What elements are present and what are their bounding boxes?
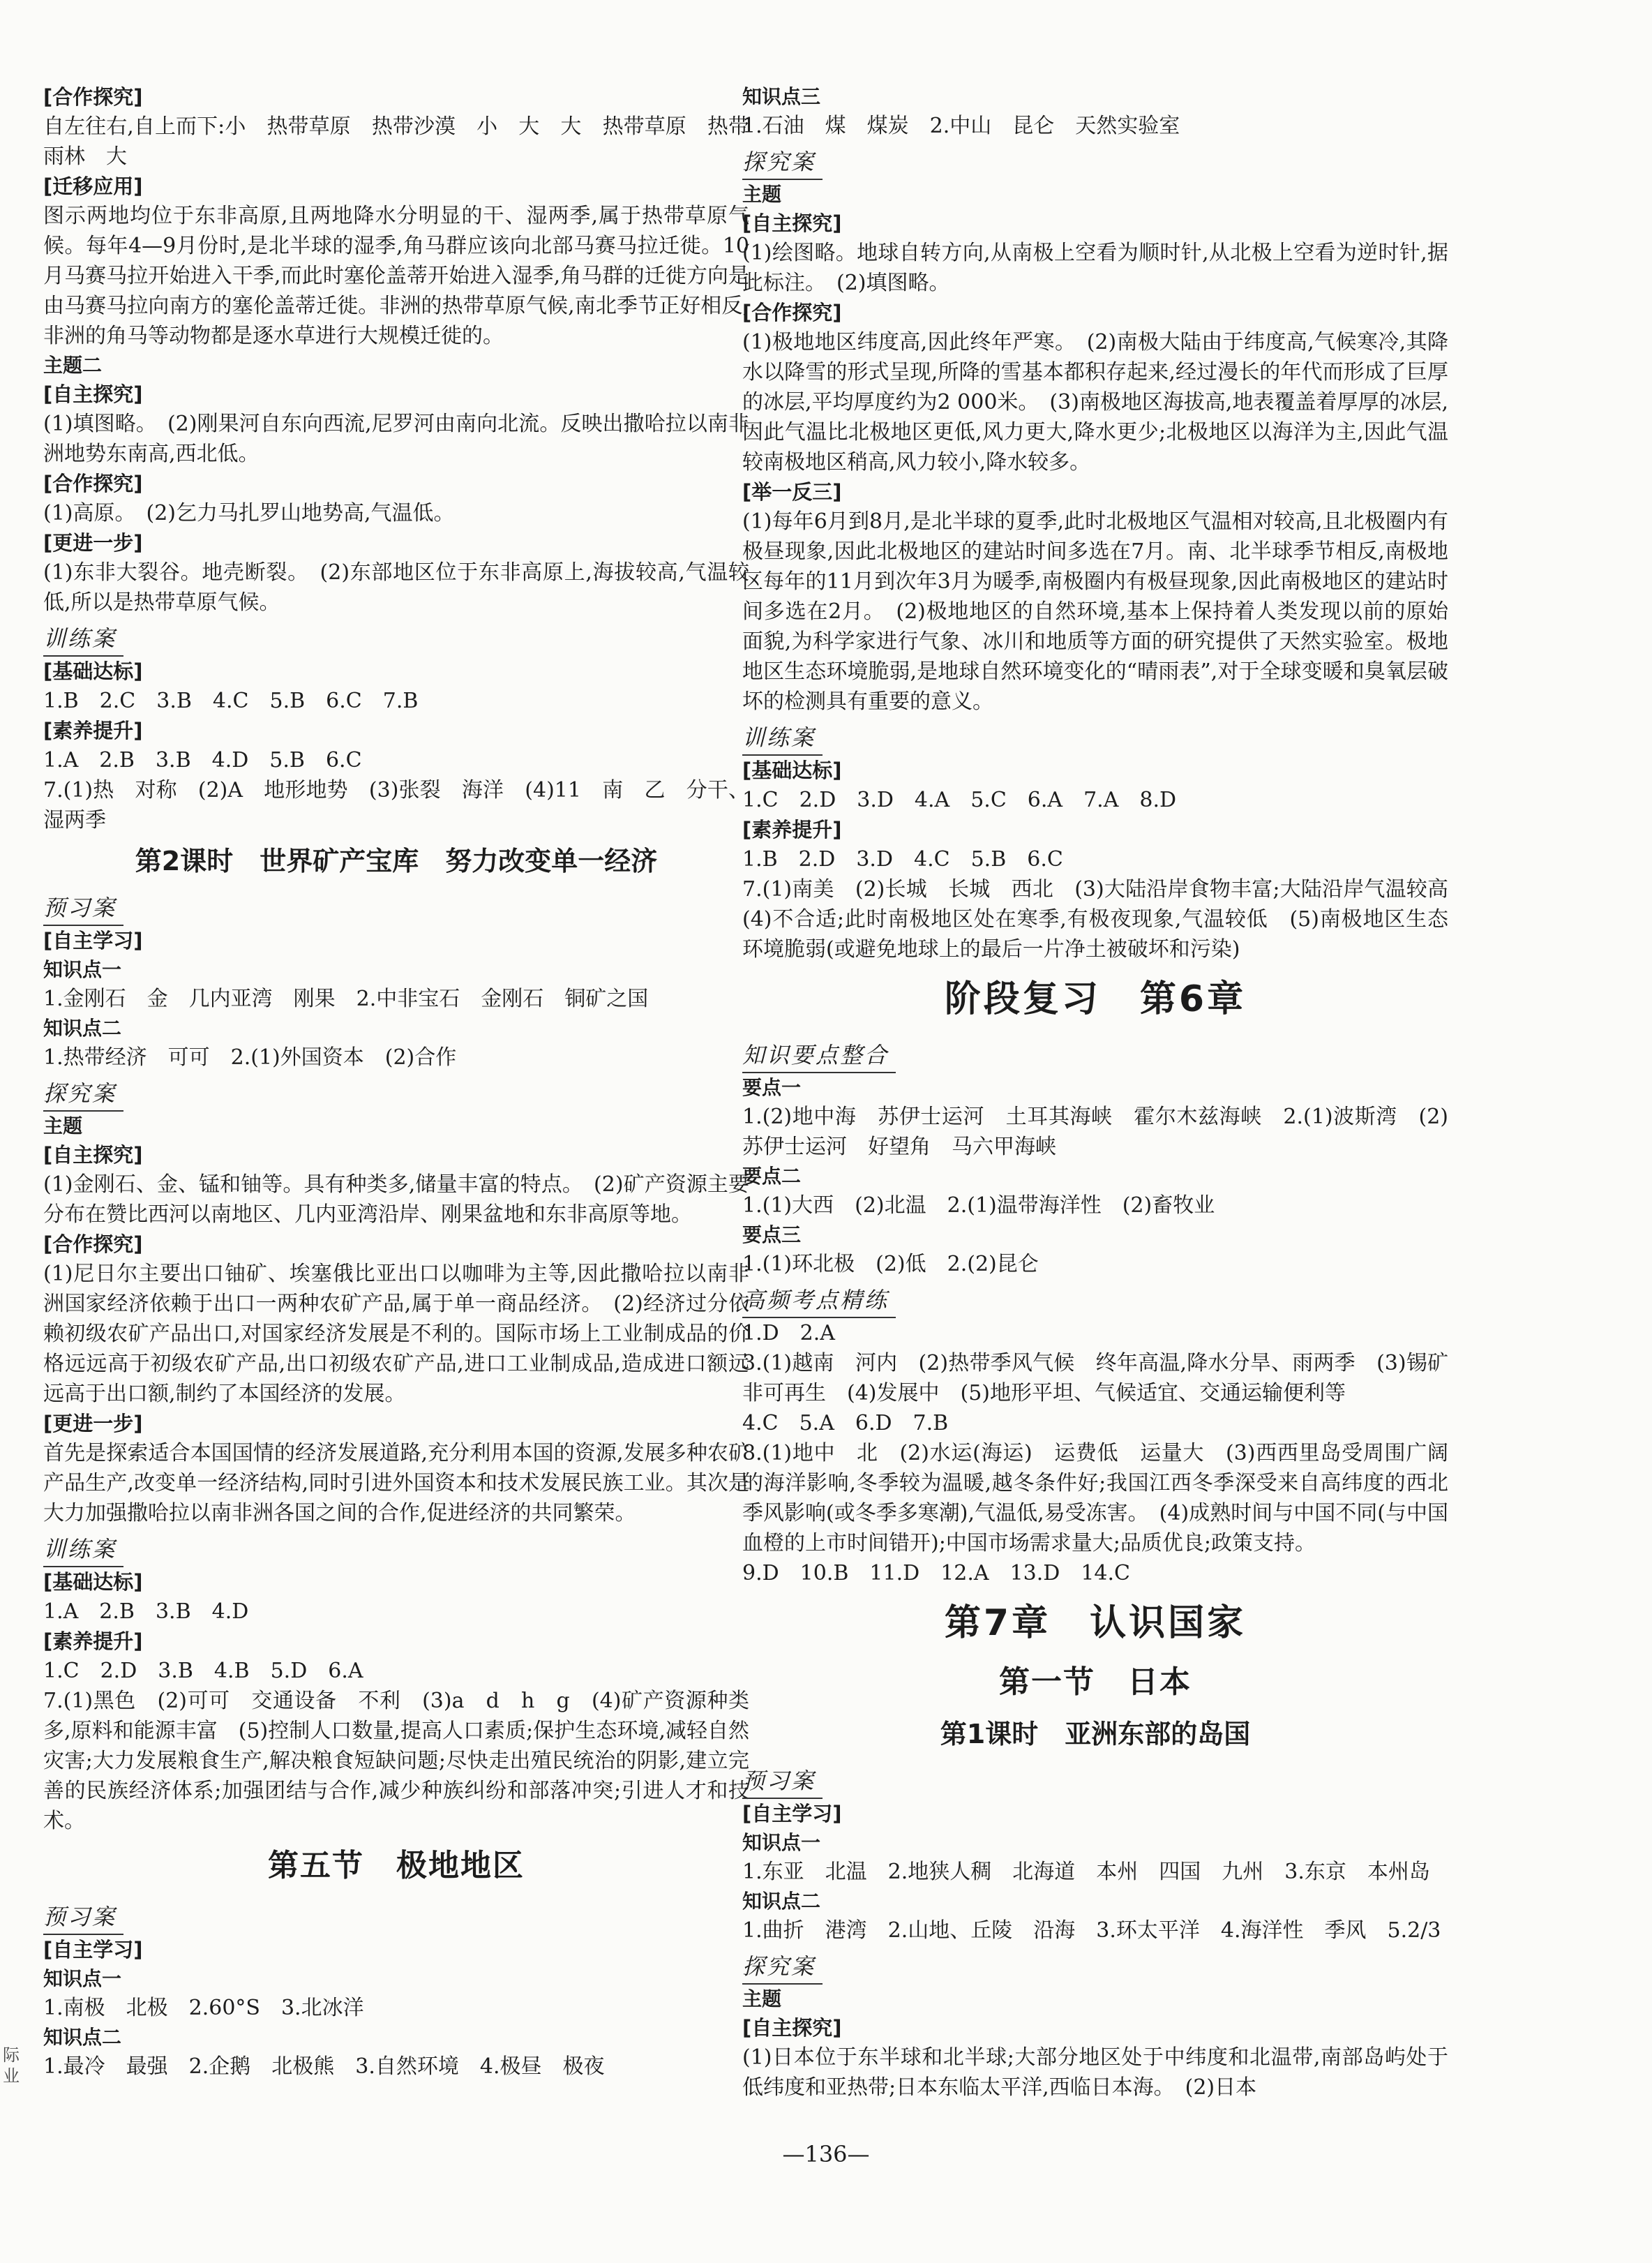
paragraph: 9.D 10.B 11.D 12.A 13.D 14.C [742,1561,1130,1585]
section-label: [举一反三] [742,480,842,504]
subheading: 要点二 [742,1165,802,1188]
section-label: [自主学习] [742,1802,842,1825]
paragraph: 7.(1)热 对称 (2)A 地形地势 (3)张裂 海洋 (4)11 南 乙 分干、湿两季 [43,778,749,832]
section-label: [自主学习] [43,1938,143,1962]
paragraph: 1.(1)环北极 (2)低 2.(2)昆仑 [742,1252,1039,1276]
page-number: —136— [782,2141,870,2167]
paragraph: (1)绘图略。地球自转方向,从南极上空看为顺时针,从北极上空看为逆时针,据此标注。 (2)填图略。 [742,241,1448,295]
handwritten-heading: 高频考点精练 [742,1283,896,1318]
handwritten-heading: 训练案 [742,721,823,756]
section-label: [素养提升] [43,719,143,742]
handwritten-heading: 知识要点整合 [742,1038,896,1073]
paragraph: 1.(2)地中海 苏伊士运河 土耳其海峡 霍尔木兹海峡 2.(1)波斯湾 (2)苏伊士运河 好望角 马六甲海峡 [742,1105,1448,1159]
section-title: 第五节 极地地区 [268,1848,525,1883]
paragraph: 1.金刚石 金 几内亚湾 刚果 2.中非宝石 金刚石 铜矿之国 [43,987,649,1011]
handwritten-heading: 探究案 [742,1950,823,1985]
section-label: [自主探究] [742,211,842,235]
section-label: [基础达标] [742,759,842,782]
handwritten-heading: 探究案 [742,145,823,180]
subheading: 主题二 [43,354,103,377]
paragraph: 1.A 2.B 3.B 4.D [43,1599,249,1624]
section-label: [素养提升] [43,1629,143,1653]
subheading: 主题 [742,1987,782,2010]
paragraph: (1)日本位于东半球和北半球;大部分地区处于中纬度和北温带,南部岛屿处于低纬度和亚热带;日本东临太平洋,西临日本海。 (2)日本 [742,2045,1448,2100]
paragraph: 自左往右,自上而下:小 热带草原 热带沙漠 小 大 大 热带草原 热带雨林 大 [43,114,749,169]
handwritten-heading: 训练案 [43,1532,123,1567]
section-label: [自主探究] [43,1143,143,1167]
section-label: [自主探究] [742,2016,842,2040]
paragraph: (1)极地地区纬度高,因此终年严寒。 (2)南极大陆由于纬度高,气候寒冷,其降水以降雪的形式呈现,所降的雪基本都积存起来,经过漫长的年代而形成了巨厚的冰层,平均厚度约为2 000米。 (3)南极地区海拔高,地表覆盖着厚厚的冰层,因此气温比北极地区更低,风力更大,降水更少;北极地区以海洋为主,因此气温较南极地区稍高,风力较小,降水较多。 [742,330,1448,475]
subheading: 知识点二 [43,1017,122,1040]
paragraph: (1)填图略。 (2)刚果河自东向西流,尼罗河由南向北流。反映出撒哈拉以南非洲地势东南高,西北低。 [43,412,749,466]
lesson-title: 第2课时 世界矿产宝库 努力改变单一经济 [135,846,658,876]
paragraph: 1.A 2.B 3.B 4.D 5.B 6.C [43,748,362,772]
paragraph: 1.B 2.C 3.B 4.C 5.B 6.C 7.B [43,689,419,713]
paragraph: 1.石油 煤 煤炭 2.中山 昆仑 天然实验室 [742,114,1180,138]
paragraph: 1.D 2.A [742,1321,835,1345]
subheading: 要点一 [742,1076,802,1099]
section-label: [基础达标] [43,659,143,683]
paragraph: 1.曲折 港湾 2.山地、丘陵 沿海 3.环太平洋 4.海洋性 季风 5.2/3 [742,1918,1441,1943]
paragraph: 1.C 2.D 3.D 4.A 5.C 6.A 7.A 8.D [742,788,1177,812]
subheading: 知识点一 [43,958,122,981]
subheading: 知识点二 [742,1890,821,1913]
subheading: 知识点一 [742,1831,821,1854]
subheading: 知识点一 [43,1967,122,1990]
paragraph: 7.(1)黑色 (2)可可 交通设备 不利 (3)a d h g (4)矿产资源种类多,原料和能源丰富 (5)控制人口数量,提高人口素质;保护生态环境,减轻自然灾害;大力发展粮食生产,解决粮食短缺问题;尽快走出殖民统治的阴影,建立完善的民族经济体系;加强团结与合作,减少种族纠纷和部落冲突;引进人才和技术。 [43,1689,749,1833]
section-label: [更进一步] [43,531,143,555]
paragraph: 1.东亚 北温 2.地狭人稠 北海道 本州 四国 九州 3.东京 本州岛 [742,1860,1430,1884]
handwritten-heading: 预习案 [43,1900,123,1935]
paragraph: 1.B 2.D 3.D 4.C 5.B 6.C [742,847,1063,872]
paragraph: 7.(1)南美 (2)长城 长城 西北 (3)大陆沿岸食物丰富;大陆沿岸气温较高 (4)不合适;此时南极地区处在寒季,有极夜现象,气温较低 (5)南极地区生态环境脆弱(或避免地球上的最后一片净土被破坏和污染) [742,877,1469,962]
subheading: 知识点三 [742,85,821,108]
paragraph: 8.(1)地中 北 (2)水运(海运) 运费低 运量大 (3)西西里岛受周围广阔的海洋影响,冬季较为温暖,越冬条件好;我国江西冬季深受来自高纬度的西北季风影响(或冬季多寒潮),气温低,易受冻害。 (4)成熟时间与中国不同(与中国血橙的上市时间错开);中国市场需求量大;品质优良;政策支持。 [742,1441,1448,1555]
paragraph: 首先是探索适合本国国情的经济发展道路,充分利用本国的资源,发展多种农矿产品生产,改变单一经济结构,同时引进外国资本和技术发展民族工业。其次是大力加强撒哈拉以南非洲各国之间的合作,促进经济的共同繁荣。 [43,1441,749,1525]
section-label: [更进一步] [43,1412,143,1435]
binding-edge-text: 际 业 [3,2045,36,2086]
paragraph: (1)高原。 (2)乞力马扎罗山地势高,气温低。 [43,501,455,525]
section-label: [迁移应用] [43,174,143,198]
handwritten-heading: 预习案 [742,1764,823,1799]
section-label: [自主学习] [43,929,143,953]
chapter-title: 第7章 认识国家 [944,1602,1247,1644]
subheading: 主题 [43,1114,83,1137]
subheading: 知识点二 [43,2026,122,2049]
handwritten-heading: 预习案 [43,891,123,926]
right-column [742,82,1469,2103]
section-title: 第一节 日本 [999,1664,1192,1700]
section-label: [基础达标] [43,1570,143,1594]
paragraph: 1.最冷 最强 2.企鹅 北极熊 3.自然环境 4.极昼 极夜 [43,2054,605,2079]
chapter-title: 阶段复习 第6章 [944,978,1247,1020]
subheading: 主题 [742,183,782,206]
subheading: 要点三 [742,1223,802,1246]
paragraph: (1)尼日尔主要出口铀矿、埃塞俄比亚出口以咖啡为主等,因此撒哈拉以南非洲国家经济依赖于出口一两种农矿产品,属于单一商品经济。 (2)经济过分依赖初级农矿产品出口,对国家经济发展是不利的。国际市场上工业制成品的价格远远高于初级农矿产品,出口初级农矿产品,进口工业制成品,造成进口额远远高于出口额,制约了本国经济的发展。 [43,1262,749,1406]
handwritten-heading: 训练案 [43,622,123,657]
section-label: [合作探究] [43,1232,143,1256]
left-column [43,82,749,2082]
paragraph: (1)东非大裂谷。地壳断裂。 (2)东部地区位于东非高原上,海拔较高,气温较低,所以是热带草原气候。 [43,560,749,615]
paragraph: 1.(1)大西 (2)北温 2.(1)温带海洋性 (2)畜牧业 [742,1193,1215,1218]
paragraph: (1)每年6月到8月,是北半球的夏季,此时北极地区气温相对较高,且北极圈内有极昼现象,因此北极地区的建站时间多选在7月。南、北半球季节相反,南极地区每年的11月到次年3月为暖季,南极圈内有极昼现象,因此南极地区的建站时间多选在2月。 (2)极地地区的自然环境,基本上保持着人类发现以前的原始面貌,为科学家进行气象、冰川和地质等方面的研究提供了天然实验室。极地地区生态环境脆弱,是地球自然环境变化的“晴雨表”,对于全球变暖和臭氧层破坏的检测具有重要的意义。 [742,509,1448,714]
paragraph: 3.(1)越南 河内 (2)热带季风气候 终年高温,降水分旱、雨两季 (3)锡矿 非可再生 (4)发展中 (5)地形平坦、气候适宜、交通运输便利等 [742,1351,1469,1405]
section-label: [合作探究] [43,85,143,109]
section-label: [合作探究] [43,472,143,495]
section-label: [素养提升] [742,818,842,842]
paragraph: 1.C 2.D 3.B 4.B 5.D 6.A [43,1659,363,1683]
paragraph: 1.热带经济 可可 2.(1)外国资本 (2)合作 [43,1045,457,1070]
paragraph: 图示两地均位于东非高原,且两地降水分明显的干、湿两季,属于热带草原气候。每年4—9月份时,是北半球的湿季,角马群应该向北部马赛马拉迁徙。10月马赛马拉开始进入干季,而此时塞伦盖蒂开始进入湿季,角马群的迁徙方向是由马赛马拉向南方的塞伦盖蒂迁徙。非洲的热带草原气候,南北季节正好相反,非洲的角马等动物都是逐水草进行大规模迁徙的。 [43,204,749,348]
handwritten-heading: 探究案 [43,1077,123,1112]
section-label: [合作探究] [742,301,842,324]
paragraph: (1)金刚石、金、锰和铀等。具有种类多,储量丰富的特点。 (2)矿产资源主要分布在赞比西河以南地区、几内亚湾沿岸、刚果盆地和东非高原等地。 [43,1172,749,1227]
lesson-title: 第1课时 亚洲东部的岛国 [940,1719,1251,1749]
paragraph: 4.C 5.A 6.D 7.B [742,1411,949,1435]
paragraph: 1.南极 北极 2.60°S 3.北冰洋 [43,1996,364,2020]
section-label: [自主探究] [43,382,143,406]
